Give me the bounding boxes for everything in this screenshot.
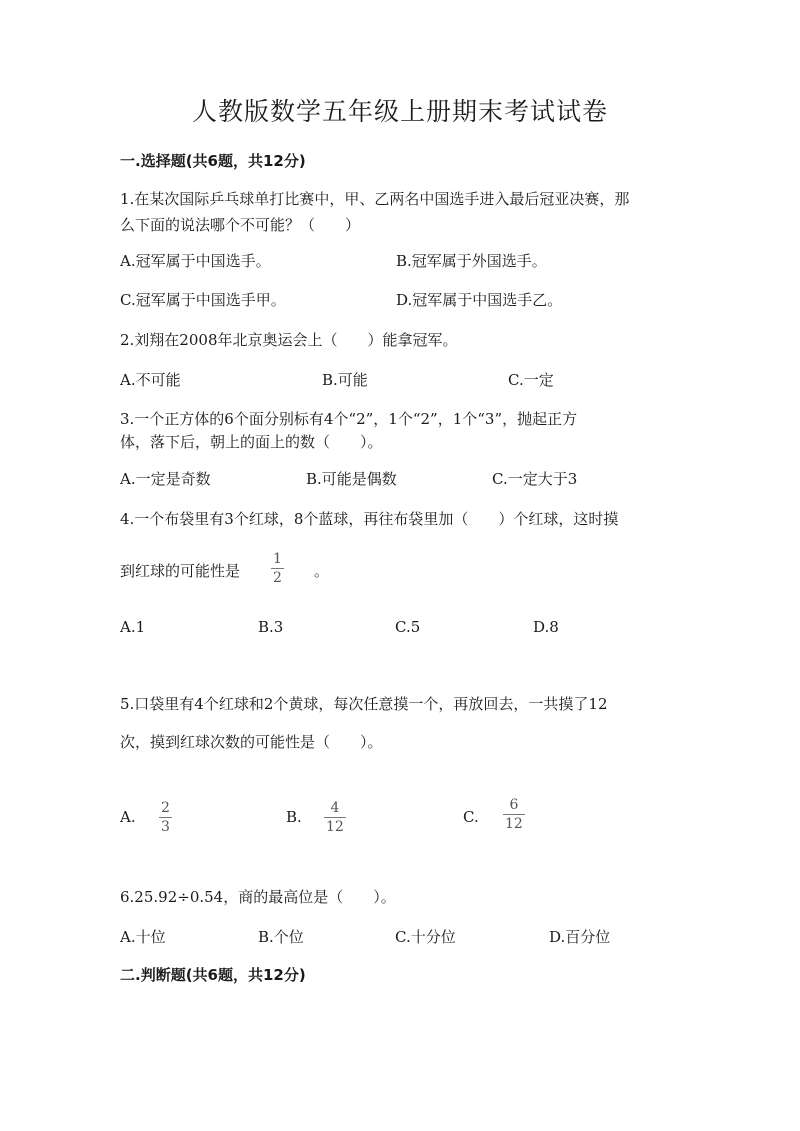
question-5-option-c-fraction	[503, 797, 525, 832]
question-5-text: 5.口袋里有4个红球和2个黄球，每次任意摸一个，再放回去，一共摸了12	[120, 695, 608, 713]
question-6-option-d: D.百分位	[549, 928, 611, 946]
fraction-denominator: 3	[161, 819, 170, 835]
fraction-denominator: 2	[273, 570, 282, 586]
question-4-option-a: A.1	[120, 618, 146, 636]
question-4-text-end: 。	[314, 562, 330, 580]
fraction-denominator: 12	[326, 819, 344, 835]
question-1-text: 1.在某次国际乒乓球单打比赛中，甲、乙两名中国选手进入最后冠亚决赛，那	[120, 190, 630, 208]
question-5-option-a-label: A.	[120, 808, 136, 826]
question-5-option-b-label: B.	[286, 808, 302, 826]
fraction-bar	[159, 817, 172, 818]
question-2-text: 2.刘翔在2008年北京奥运会上（ ）能拿冠军。	[120, 331, 458, 349]
question-3-option-b: B.可能是偶数	[306, 470, 397, 488]
question-1-option-d: D.冠军属于中国选手乙。	[396, 291, 563, 309]
question-3-option-a: A.一定是奇数	[120, 470, 211, 488]
question-1-text-cont: 么下面的说法哪个不可能？（ ）	[120, 216, 361, 234]
question-6-text: 6.25.92÷0.54，商的最高位是（ ）。	[120, 888, 396, 906]
section-heading-judgement: 二.判断题(共6题，共12分)	[120, 966, 306, 984]
question-2-option-c: C.一定	[508, 371, 554, 389]
question-4-text-cont: 到红球的可能性是	[120, 562, 241, 580]
question-4-text: 4.一个布袋里有3个红球，8个蓝球，再往布袋里加（ ）个红球，这时摸	[120, 510, 619, 528]
fraction-bar	[324, 817, 346, 818]
fraction-bar	[503, 814, 525, 815]
question-3-text: 3.一个正方体的6个面分别标有4个“2”，1个“2”，1个“3”，抛起正方	[120, 410, 578, 428]
question-4-fraction	[271, 551, 284, 586]
question-4-option-b: B.3	[258, 618, 284, 636]
section-heading-choice: 一.选择题(共6题，共12分)	[120, 152, 306, 170]
question-5-text-cont: 次，摸到红球次数的可能性是（ ）。	[120, 733, 383, 751]
question-5-option-b-fraction	[324, 800, 346, 835]
question-6-option-a: A.十位	[120, 928, 166, 946]
fraction-denominator: 12	[505, 816, 523, 832]
question-5-option-a-fraction	[159, 800, 172, 835]
page-title: 人教版数学五年级上册期末考试试卷	[191, 97, 608, 126]
fraction-numerator: 2	[161, 800, 170, 816]
question-1-option-c: C.冠军属于中国选手甲。	[120, 291, 286, 309]
question-1-option-a: A.冠军属于中国选手。	[120, 252, 271, 270]
question-2-option-b: B.可能	[322, 371, 368, 389]
question-1-option-b: B.冠军属于外国选手。	[396, 252, 547, 270]
question-2-option-a: A.不可能	[120, 371, 181, 389]
question-3-text-cont: 体，落下后，朝上的面上的数（ ）。	[120, 433, 383, 451]
question-3-option-c: C.一定大于3	[492, 470, 578, 488]
question-6-option-b: B.个位	[258, 928, 304, 946]
fraction-numerator: 4	[330, 800, 340, 816]
fraction-bar	[271, 568, 284, 569]
fraction-numerator: 6	[509, 797, 519, 813]
question-4-option-c: C.5	[395, 618, 421, 636]
question-4-option-d: D.8	[533, 618, 559, 636]
fraction-numerator: 1	[273, 551, 282, 567]
question-6-option-c: C.十分位	[395, 928, 456, 946]
question-5-option-c-label: C.	[463, 808, 479, 826]
